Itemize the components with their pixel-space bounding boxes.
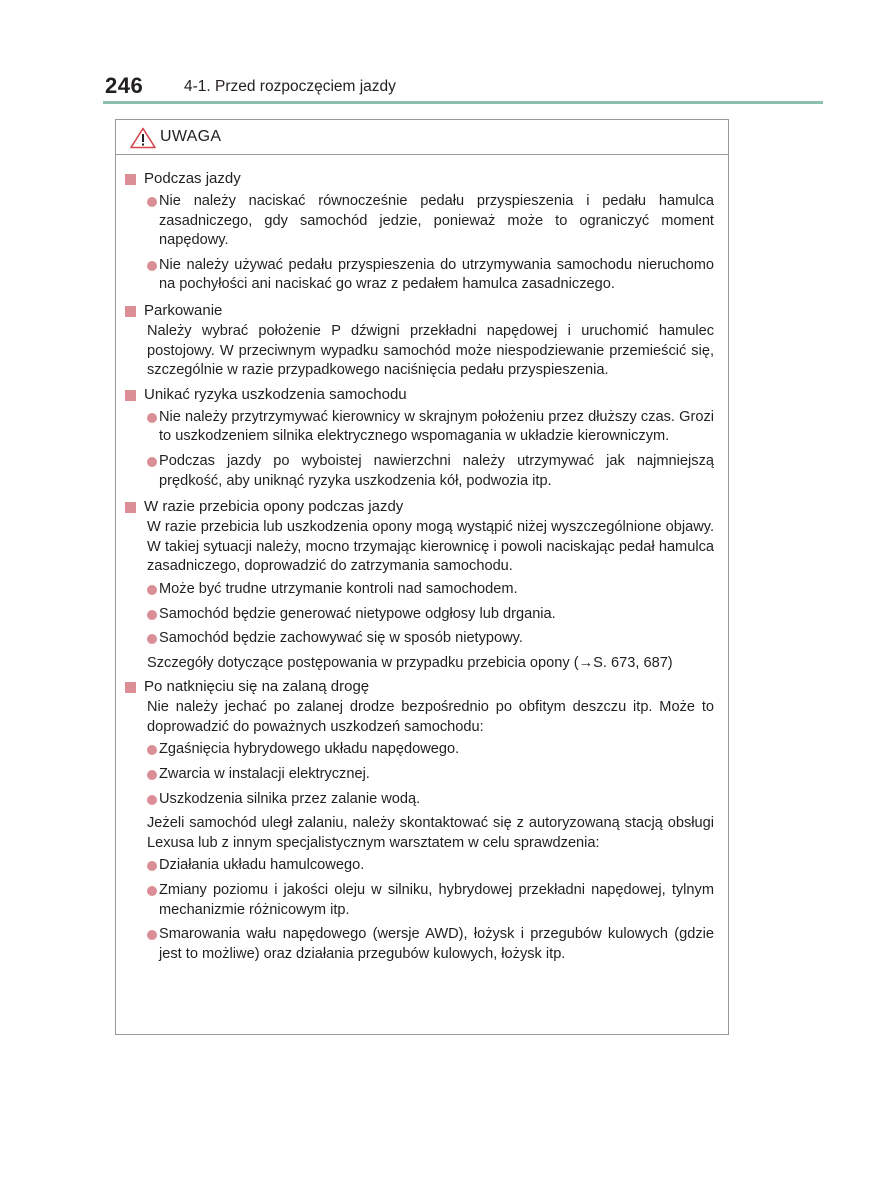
section-heading-text: Unikać ryzyka uszkodzenia samochodu <box>144 385 407 403</box>
round-bullet-icon <box>147 610 157 620</box>
round-bullet-icon <box>147 585 157 595</box>
section-heading <box>124 676 714 697</box>
section-heading <box>124 384 714 405</box>
round-bullet-icon <box>147 745 157 755</box>
page-number: 246 <box>105 73 144 98</box>
round-bullet-icon <box>147 457 157 467</box>
warning-header <box>116 120 728 155</box>
paragraph: Jeżeli samochód uległ zalaniu, należy skontaktować się z autoryzowaną stacją obsługi Lexusa lub z innym specjalistycznym warsztatem w celu sprawdzenia: <box>147 815 714 851</box>
round-bullet-icon <box>147 413 157 423</box>
section-heading-text: Podczas jazdy <box>144 170 241 187</box>
square-bullet-icon <box>125 306 136 317</box>
list-item: Zgaśnięcia hybrydowego układu napędowego. <box>124 740 714 760</box>
section-driving <box>124 168 714 295</box>
list-item: Zwarcia w instalacji elektrycznej. <box>124 765 714 785</box>
list-item: Samochód będzie zachowywać się w sposób nietypowy. <box>124 629 714 649</box>
section-heading-text: Po natknięciu się na zalaną drogę <box>144 678 370 696</box>
list-item: Zmiany poziomu i jakości oleju w silniku, hybrydowej przekładni napędowej, tylnym mechanizmie różnicowym itp. <box>124 881 714 920</box>
round-bullet-icon <box>147 634 157 644</box>
list-item: Samochód będzie generować nietypowe odgłosy lub drgania. <box>124 605 714 625</box>
paragraph: Należy wybrać położenie P dźwigni przekładni napędowej i uruchomić hamulec postojowy. W przeciwnym wypadku samochód może niespodziewanie przemieścić się, szczególnie w razie przypadkowego naciśnięcia pedału przyspieszenia. <box>147 322 714 379</box>
list-item: Może być trudne utrzymanie kontroli nad samochodem. <box>124 580 714 600</box>
section-heading <box>124 168 714 189</box>
list-item: Nie należy używać pedału przyspieszenia do utrzymywania samochodu nieruchomo na pochyłości ani naciskać go wraz z pedałem hamulca zasadniczego. <box>124 256 714 295</box>
paragraph: Nie należy jechać po zalanej drodze bezpośrednio po obfitym deszczu itp. Może to doprowadzić do poważnych uszkodzeń samochodu: <box>147 699 714 735</box>
list-item: Uszkodzenia silnika przez zalanie wodą. <box>124 790 714 810</box>
warning-box <box>115 119 729 1035</box>
square-bullet-icon <box>125 174 136 185</box>
paragraph: W razie przebicia lub uszkodzenia opony mogą wystąpić niżej wyszczególnione objawy. W takiej sytuacji należy, mocno trzymając kierownicę i powoli naciskając pedał hamulca zasadniczego, doprowadzić do zatrzymania samochodu. <box>147 519 714 575</box>
warning-title: UWAGA <box>160 128 222 145</box>
round-bullet-icon <box>147 770 157 780</box>
warning-body <box>116 155 728 964</box>
list-item: Nie należy naciskać równocześnie pedału przyspieszenia i pedału hamulca zasadniczego, gdy samochód jedzie, ponieważ może to ograniczyć moment napędowy. <box>124 192 714 251</box>
square-bullet-icon <box>125 682 136 693</box>
section-heading-text: Parkowanie <box>144 301 223 319</box>
square-bullet-icon <box>125 502 136 513</box>
page-header <box>0 0 877 104</box>
reference-note: Szczegóły dotyczące postępowania w przypadku przebicia opony (→S. 673, 687) <box>147 654 673 671</box>
section-heading <box>124 496 714 517</box>
list-item: Smarowania wału napędowego (wersje AWD), łożysk i przegubów kulowych (gdzie jest to możliwe) oraz działania przegubów kulowych, łożysk itp. <box>124 925 714 964</box>
section-flooded-road <box>124 676 714 964</box>
round-bullet-icon <box>147 861 157 871</box>
round-bullet-icon <box>147 795 157 805</box>
warning-triangle-icon <box>130 127 156 149</box>
list-item: Nie należy przytrzymywać kierownicy w skrajnym położeniu przez dłuższy czas. Grozi to uszkodzeniem silnika elektrycznego wspomagania w układzie kierowniczym. <box>124 408 714 447</box>
section-heading <box>124 300 714 321</box>
square-bullet-icon <box>125 390 136 401</box>
section-flat-tire <box>124 496 714 673</box>
header-rule <box>103 101 823 104</box>
list-item: Podczas jazdy po wyboistej nawierzchni należy utrzymywać jak najmniejszą prędkość, aby uniknąć ryzyka uszkodzenia kół, podwozia itp. <box>124 452 714 491</box>
round-bullet-icon <box>147 886 157 896</box>
section-avoid-damage <box>124 384 714 491</box>
round-bullet-icon <box>147 261 157 271</box>
list-item: Działania układu hamulcowego. <box>124 856 714 876</box>
section-parking <box>124 300 714 381</box>
section-heading-text: W razie przebicia opony podczas jazdy <box>144 498 404 516</box>
round-bullet-icon <box>147 930 157 940</box>
round-bullet-icon <box>147 197 157 207</box>
section-title: 4-1. Przed rozpoczęciem jazdy <box>184 78 396 95</box>
